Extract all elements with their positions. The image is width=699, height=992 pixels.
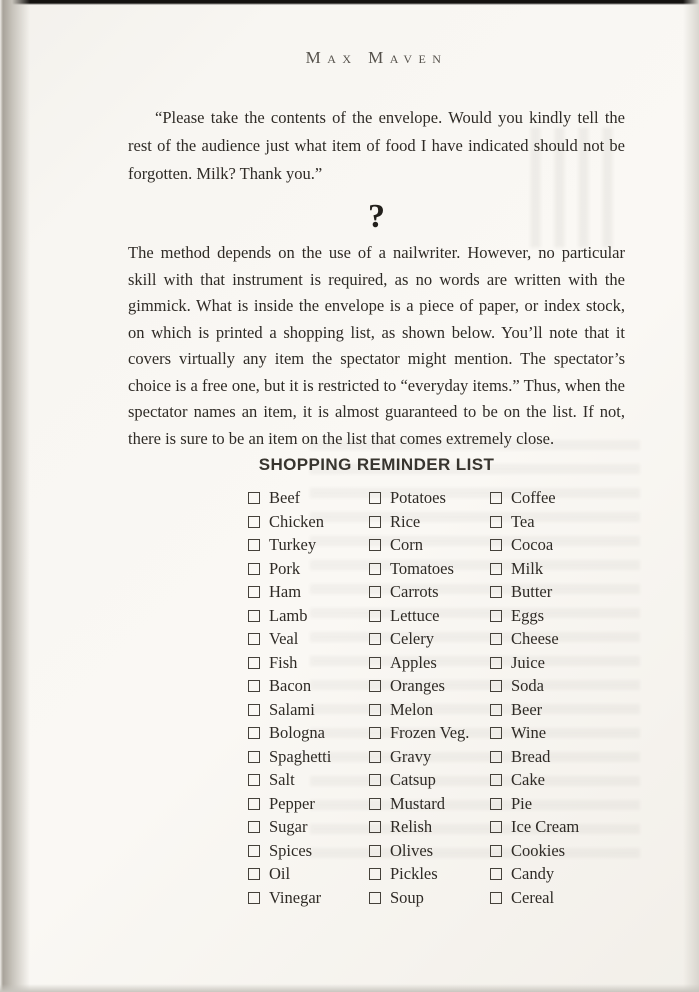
list-item-label: Sugar xyxy=(269,817,308,836)
checkbox-icon xyxy=(490,821,502,833)
list-item xyxy=(248,700,369,724)
list-item-label: Candy xyxy=(511,864,555,883)
list-item-label: Turkey xyxy=(269,535,317,554)
list-item-label: Relish xyxy=(390,817,433,836)
list-item xyxy=(490,488,611,512)
list-item-label: Cookies xyxy=(511,840,566,860)
checkbox-icon xyxy=(490,680,502,692)
list-item xyxy=(369,841,490,865)
list-item-label: Pickles xyxy=(390,864,438,883)
list-item-label: Butter xyxy=(511,582,553,601)
list-item xyxy=(490,723,611,747)
list-item-label: Oranges xyxy=(390,676,445,695)
checkbox-icon xyxy=(490,868,502,880)
checkbox-icon xyxy=(248,516,260,528)
list-item xyxy=(248,841,369,865)
checkbox-icon xyxy=(248,610,260,622)
checkbox-icon xyxy=(369,798,381,810)
list-item-label: Cocoa xyxy=(511,535,554,554)
list-item xyxy=(490,794,611,818)
list-item xyxy=(248,606,369,630)
list-item xyxy=(369,535,490,559)
list-item-label: Apples xyxy=(390,652,437,672)
checkbox-icon xyxy=(490,845,502,857)
list-item xyxy=(369,559,490,583)
list-item-label: Beef xyxy=(269,488,301,507)
list-item xyxy=(248,629,369,653)
checkbox-icon xyxy=(490,633,502,645)
list-item-label: Pork xyxy=(269,558,301,578)
checkbox-icon xyxy=(369,516,381,528)
checkbox-icon xyxy=(490,563,502,575)
list-item xyxy=(248,794,369,818)
scan-edge-top xyxy=(0,0,699,5)
checkbox-icon xyxy=(369,774,381,786)
list-column-3 xyxy=(490,488,611,911)
checkbox-icon xyxy=(369,680,381,692)
list-item-label: Juice xyxy=(511,652,545,672)
list-item xyxy=(490,512,611,536)
list-item xyxy=(369,606,490,630)
checkbox-icon xyxy=(490,539,502,551)
list-item-label: Cereal xyxy=(511,887,555,907)
list-item-label: Gravy xyxy=(390,746,432,766)
list-item-label: Oil xyxy=(269,864,291,883)
list-item xyxy=(248,512,369,536)
checkbox-icon xyxy=(248,563,260,575)
list-item xyxy=(490,582,611,606)
checkbox-icon xyxy=(490,610,502,622)
list-item-label: Soup xyxy=(390,887,424,907)
list-item xyxy=(248,888,369,912)
list-item xyxy=(248,559,369,583)
list-item xyxy=(248,747,369,771)
list-item-label: Cake xyxy=(511,770,545,789)
list-item xyxy=(248,653,369,677)
list-item xyxy=(369,817,490,841)
checkbox-icon xyxy=(369,563,381,575)
list-item-label: Bacon xyxy=(269,676,312,695)
checkbox-icon xyxy=(248,657,260,669)
list-column-1 xyxy=(248,488,369,911)
checkbox-icon xyxy=(490,727,502,739)
list-item xyxy=(369,653,490,677)
list-item xyxy=(490,700,611,724)
list-item-label: Spices xyxy=(269,840,313,860)
list-item xyxy=(369,747,490,771)
checkbox-icon xyxy=(490,586,502,598)
checkbox-icon xyxy=(490,892,502,904)
list-item-label: Beer xyxy=(511,699,543,719)
list-item-label: Ice Cream xyxy=(511,817,580,836)
list-item xyxy=(248,582,369,606)
checkbox-icon xyxy=(248,845,260,857)
list-item xyxy=(369,864,490,888)
scan-edge-right xyxy=(683,0,699,992)
shopping-list xyxy=(248,488,610,911)
list-item xyxy=(248,676,369,700)
list-item xyxy=(248,864,369,888)
list-item xyxy=(490,888,611,912)
list-item xyxy=(369,770,490,794)
checkbox-icon xyxy=(490,704,502,716)
list-item-label: Lettuce xyxy=(390,605,440,625)
list-item xyxy=(490,841,611,865)
list-item xyxy=(369,629,490,653)
checkbox-icon xyxy=(248,868,260,880)
checkbox-icon xyxy=(369,751,381,763)
checkbox-icon xyxy=(369,633,381,645)
list-item-label: Veal xyxy=(269,629,299,648)
question-mark-ornament: ? xyxy=(368,198,385,235)
list-item-label: Fish xyxy=(269,652,298,672)
list-item-label: Tomatoes xyxy=(390,558,454,578)
list-item xyxy=(490,535,611,559)
list-item-label: Pie xyxy=(511,793,533,813)
list-item-label: Vinegar xyxy=(269,887,322,907)
list-item-label: Salami xyxy=(269,699,315,719)
list-item-label: Celery xyxy=(390,629,434,648)
list-item-label: Rice xyxy=(390,511,421,531)
checkbox-icon xyxy=(490,492,502,504)
list-item-label: Olives xyxy=(390,840,434,860)
checkbox-icon xyxy=(369,539,381,551)
checkbox-icon xyxy=(369,868,381,880)
list-item xyxy=(248,488,369,512)
quote-paragraph: “Please take the contents of the envelope. Would you kindly tell the rest of the audience just what item of food I have indicated should not be forgotten. Milk? Thank you.” xyxy=(128,108,625,183)
list-item xyxy=(248,723,369,747)
checkbox-icon xyxy=(369,727,381,739)
checkbox-icon xyxy=(490,751,502,763)
checkbox-icon xyxy=(248,704,260,716)
checkbox-icon xyxy=(248,586,260,598)
checkbox-icon xyxy=(248,492,260,504)
list-item xyxy=(248,535,369,559)
list-item xyxy=(369,794,490,818)
list-item xyxy=(369,488,490,512)
list-item-label: Tea xyxy=(511,511,535,531)
list-item-label: Coffee xyxy=(511,488,556,507)
list-item-label: Cheese xyxy=(511,629,559,648)
list-item-label: Carrots xyxy=(390,582,439,601)
checkbox-icon xyxy=(369,892,381,904)
shopping-list-title: SHOPPING REMINDER LIST xyxy=(258,455,495,474)
list-item xyxy=(490,653,611,677)
checkbox-icon xyxy=(248,798,260,810)
list-item-label: Chicken xyxy=(269,511,324,531)
checkbox-icon xyxy=(248,633,260,645)
scan-edge-bottom xyxy=(0,984,699,992)
list-item-label: Pepper xyxy=(269,793,315,813)
list-item-label: Salt xyxy=(269,770,295,789)
body-paragraph: The method depends on the use of a nailwriter. However, no particular skill with that instrument is required, as no words are written with the gimmick. What is inside the envelope is a piece of paper, or index stock, on which is printed a shopping list, as shown below. You’ll note that it covers virtually any item the spectator might mention. The spectator’s choice is a free one, but it is restricted to “everyday items.” Thus, when the spectator names an item, it is almost guaranteed to be on the list. If not, there is sure to be an item on the list that comes extremely close. xyxy=(128,243,625,448)
list-item xyxy=(369,700,490,724)
checkbox-icon xyxy=(490,774,502,786)
list-item-label: Ham xyxy=(269,582,302,601)
list-item xyxy=(369,888,490,912)
checkbox-icon xyxy=(369,610,381,622)
list-item xyxy=(248,817,369,841)
checkbox-icon xyxy=(490,516,502,528)
list-item xyxy=(248,770,369,794)
checkbox-icon xyxy=(369,845,381,857)
checkbox-icon xyxy=(248,751,260,763)
list-item-label: Catsup xyxy=(390,770,436,789)
list-item xyxy=(369,582,490,606)
checkbox-icon xyxy=(369,657,381,669)
checkbox-icon xyxy=(369,586,381,598)
checkbox-icon xyxy=(248,539,260,551)
list-item xyxy=(369,723,490,747)
checkbox-icon xyxy=(248,774,260,786)
checkbox-icon xyxy=(248,727,260,739)
list-item xyxy=(490,606,611,630)
list-item-label: Melon xyxy=(390,699,434,719)
list-item-label: Corn xyxy=(390,535,423,554)
checkbox-icon xyxy=(490,657,502,669)
list-item xyxy=(490,676,611,700)
list-item xyxy=(369,676,490,700)
running-header: Max Maven xyxy=(305,48,448,67)
list-item-label: Mustard xyxy=(390,793,445,813)
list-item-label: Bologna xyxy=(269,723,325,742)
list-item-label: Milk xyxy=(511,558,544,578)
list-item-label: Wine xyxy=(511,723,547,742)
list-item xyxy=(490,817,611,841)
list-item-label: Soda xyxy=(511,676,544,695)
scan-edge-left xyxy=(0,0,30,992)
checkbox-icon xyxy=(248,892,260,904)
list-item xyxy=(490,747,611,771)
checkbox-icon xyxy=(369,492,381,504)
list-item-label: Eggs xyxy=(511,605,544,625)
checkbox-icon xyxy=(248,821,260,833)
checkbox-icon xyxy=(490,798,502,810)
checkbox-icon xyxy=(369,821,381,833)
list-item xyxy=(490,629,611,653)
list-item xyxy=(490,770,611,794)
list-item xyxy=(490,864,611,888)
checkbox-icon xyxy=(369,704,381,716)
list-item xyxy=(369,512,490,536)
list-item xyxy=(490,559,611,583)
list-item-label: Bread xyxy=(511,746,551,766)
list-item-label: Potatoes xyxy=(390,488,446,507)
list-item-label: Spaghetti xyxy=(269,746,332,766)
list-column-2 xyxy=(369,488,490,911)
checkbox-icon xyxy=(248,680,260,692)
list-item-label: Lamb xyxy=(269,605,308,625)
list-item-label: Frozen Veg. xyxy=(390,723,470,742)
